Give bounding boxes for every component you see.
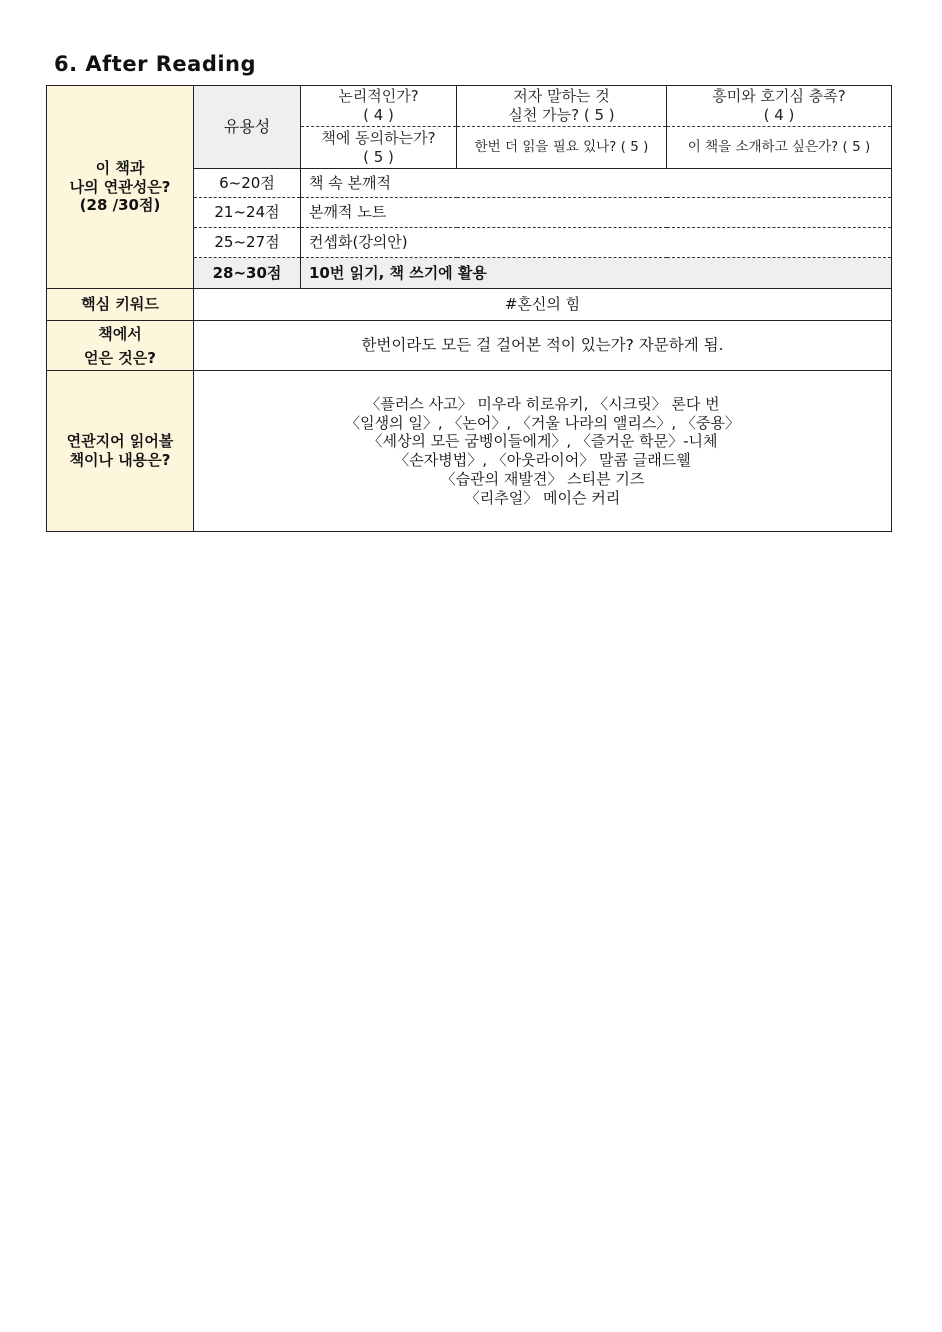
- question-curiosity: 흥미와 호기심 충족? ( 4 ): [667, 86, 892, 127]
- related-book-line: 〈습관의 재발견〉 스티븐 기즈: [440, 469, 645, 488]
- related-book-line: 〈세상의 모든 굼벵이들에게〉, 〈즐거운 학문〉-니체: [367, 432, 718, 451]
- question-practicable: 저자 말하는 것 실천 가능? ( 5 ): [457, 86, 667, 127]
- related-books: [194, 371, 892, 532]
- question-agree: 책에 동의하는가? ( 5 ): [301, 127, 457, 169]
- question-recommend: 이 책을 소개하고 싶은가? ( 5 ): [667, 127, 892, 169]
- score-action: 본깨적 노트: [301, 198, 892, 228]
- related-book-line: 〈일생의 일〉, 〈논어〉, 〈거울 나라의 앨리스〉, 〈중용〉: [345, 413, 740, 432]
- after-reading-table: [46, 85, 892, 532]
- score-action: 책 속 본깨적: [301, 169, 892, 198]
- question-reread: 한번 더 읽을 필요 있나? ( 5 ): [457, 127, 667, 169]
- usefulness-label: 유용성: [194, 86, 301, 169]
- score-range: 25~27점: [194, 228, 301, 258]
- score-action: 컨셉화(강의안): [301, 228, 892, 258]
- score-range: 21~24점: [194, 198, 301, 228]
- related-book-line: 〈손자병법〉, 〈아웃라이어〉 말콤 글래드웰: [394, 451, 691, 469]
- keyword-label: 핵심 키워드: [47, 289, 194, 321]
- question-logical: 논리적인가? ( 4 ): [301, 86, 457, 127]
- score-range-selected: 28~30점: [194, 258, 301, 289]
- gained-value: 한번이라도 모든 걸 걸어본 적이 있는가? 자문하게 됨.: [194, 321, 892, 371]
- related-label: 연관지어 읽어볼 책이나 내용은?: [47, 371, 194, 532]
- section-title: 6. After Reading: [54, 52, 257, 76]
- related-book-line: 〈리추얼〉 메이슨 커리: [464, 488, 621, 507]
- gained-label: 책에서 얻은 것은?: [47, 321, 194, 371]
- related-book-line: 〈플러스 사고〉 미우라 히로유키, 〈시크릿〉 론다 번: [365, 394, 720, 413]
- relevance-label: 이 책과 나의 연관성은? (28 /30점): [47, 86, 194, 289]
- keyword-value: #혼신의 힘: [194, 289, 892, 321]
- score-action-selected: 10번 읽기, 책 쓰기에 활용: [301, 258, 892, 289]
- score-range: 6~20점: [194, 169, 301, 198]
